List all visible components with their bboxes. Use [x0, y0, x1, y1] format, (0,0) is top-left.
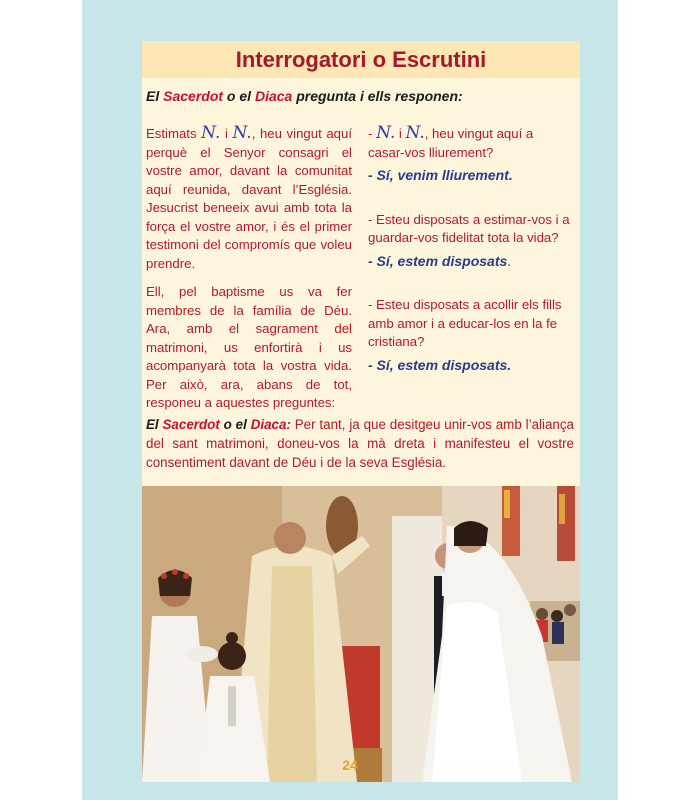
answer-2-dot: . [507, 252, 512, 269]
q1-name-2: N. [405, 123, 425, 143]
intro-diaca: Diaca [254, 88, 293, 104]
closing-or: o el [219, 417, 251, 432]
answer-2 [368, 252, 572, 271]
closing-diaca: Diaca: [250, 417, 291, 432]
q1-rest: , heu vingut aquí a casar-vos lliurement? [368, 126, 534, 160]
wedding-photo-illustration [142, 486, 580, 782]
p1-and: i [220, 126, 233, 141]
page-title: Interrogatori o Escrutini [235, 46, 487, 72]
answer-2-text: - Sí, estem disposats [368, 252, 508, 269]
questions-column [368, 124, 572, 374]
q1-and: i [395, 126, 406, 141]
wedding-photo [142, 486, 580, 782]
intro-rest: pregunta i ells responen: [292, 88, 463, 104]
name-placeholder-2: N. [232, 123, 252, 143]
priest-paragraph-1 [146, 124, 352, 273]
closing-el: El [146, 417, 163, 432]
intro-or: o el [223, 88, 255, 104]
closing-paragraph [146, 415, 574, 472]
name-placeholder-1: N. [201, 123, 221, 143]
question-1 [368, 124, 572, 162]
priest-paragraph-2: Ell, pel baptisme us va fer membres de la família de Déu. Ara, amb el sagrament del matrimoni, us enfortirà i us acompanyarà tota la vostra vida. Per això, ara, abans de tot, responeu a aquestes preguntes: [146, 284, 352, 410]
q1-dash: - [368, 126, 377, 141]
p1-start: Estimats [146, 126, 202, 141]
q1-name-1: N. [376, 123, 396, 143]
intro-line [146, 88, 576, 104]
intro-sacerdot: Sacerdot [163, 88, 224, 104]
p1-rest: , heu vingut aquí perquè el Senyor consagri el vostre amor, davant la comunitat aquí reunida, davant l’Església. Jesucrist beneeix avui amb tota la força el vostre amor, i és el primer testimoni del compromís que voleu prendre. [146, 126, 352, 271]
closing-text: Per tant, ja que desitgeu unir-vos amb l’aliança del sant matrimoni, doneu-vos la mà dreta i manifesteu el vostre consentiment davant de Déu i de la seva Església. [146, 417, 575, 470]
priest-address-column [146, 124, 352, 423]
question-3: - Esteu disposats a acollir els fills amb amor i a educar-los en la fe cristiana? [368, 297, 562, 349]
title-bar [142, 41, 580, 78]
intro-el: El [146, 88, 164, 104]
closing-sacerdot: Sacerdot [162, 417, 220, 432]
closing-label [146, 417, 291, 432]
page-number: 24 [342, 757, 358, 773]
answer-1: - Sí, venim lliurement. [368, 167, 513, 183]
question-2: - Esteu disposats a estimar-vos i a guardar-vos fidelitat tota la vida? [368, 211, 570, 245]
answer-3: - Sí, estem disposats. [368, 356, 512, 373]
